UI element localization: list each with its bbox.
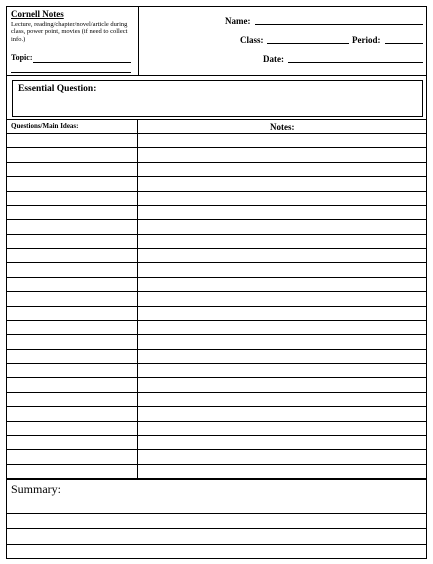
notes-row[interactable] bbox=[7, 307, 426, 321]
cornell-notes-sheet bbox=[6, 6, 427, 559]
notes-row[interactable] bbox=[7, 206, 426, 220]
notes-row[interactable] bbox=[7, 422, 426, 436]
date-field[interactable] bbox=[288, 62, 423, 63]
notes-row[interactable] bbox=[7, 378, 426, 392]
essential-question-label: Essential Question: bbox=[18, 84, 97, 94]
notes-row[interactable] bbox=[7, 393, 426, 407]
summary-rows bbox=[7, 498, 426, 560]
notes-row[interactable] bbox=[7, 335, 426, 349]
notes-rows bbox=[7, 134, 426, 479]
summary-row[interactable] bbox=[7, 529, 426, 545]
notes-row[interactable] bbox=[7, 163, 426, 177]
notes-row[interactable] bbox=[7, 177, 426, 191]
period-label: Period: bbox=[352, 35, 381, 45]
name-field[interactable] bbox=[255, 24, 423, 25]
notes-row[interactable] bbox=[7, 148, 426, 162]
notes-row[interactable] bbox=[7, 249, 426, 263]
summary-row[interactable] bbox=[7, 545, 426, 561]
topic-field[interactable] bbox=[33, 62, 131, 63]
notes-column-label: Notes: bbox=[270, 122, 295, 132]
sheet-title: Cornell Notes bbox=[11, 9, 64, 19]
notes-row[interactable] bbox=[7, 134, 426, 148]
questions-column-label: Questions/Main Ideas: bbox=[11, 122, 79, 130]
name-label: Name: bbox=[225, 16, 251, 26]
title-block bbox=[7, 7, 139, 75]
class-field[interactable] bbox=[267, 43, 349, 44]
notes-row[interactable] bbox=[7, 364, 426, 378]
date-label: Date: bbox=[263, 54, 284, 64]
notes-row[interactable] bbox=[7, 192, 426, 206]
notes-row[interactable] bbox=[7, 436, 426, 450]
summary-label: Summary: bbox=[11, 482, 61, 496]
essential-question-box[interactable] bbox=[12, 80, 423, 117]
notes-row[interactable] bbox=[7, 321, 426, 335]
summary-row[interactable] bbox=[7, 498, 426, 514]
period-field[interactable] bbox=[385, 43, 423, 44]
summary-row[interactable] bbox=[7, 514, 426, 530]
notes-row[interactable] bbox=[7, 407, 426, 421]
notes-row[interactable] bbox=[7, 278, 426, 292]
column-divider bbox=[137, 119, 138, 479]
notes-row[interactable] bbox=[7, 292, 426, 306]
notes-row[interactable] bbox=[7, 465, 426, 479]
notes-row[interactable] bbox=[7, 350, 426, 364]
column-headers bbox=[7, 119, 426, 134]
topic-label: Topic: bbox=[11, 53, 33, 62]
class-label: Class: bbox=[240, 35, 264, 45]
notes-row[interactable] bbox=[7, 263, 426, 277]
sheet-subtitle: Lecture, reading/chapter/novel/article during class, power point, movies (if need to collect info.) bbox=[11, 21, 128, 43]
topic-field-line-2[interactable] bbox=[11, 72, 131, 73]
summary-section bbox=[7, 479, 426, 560]
notes-row[interactable] bbox=[7, 220, 426, 234]
notes-row[interactable] bbox=[7, 450, 426, 464]
header bbox=[7, 7, 426, 76]
notes-row[interactable] bbox=[7, 235, 426, 249]
